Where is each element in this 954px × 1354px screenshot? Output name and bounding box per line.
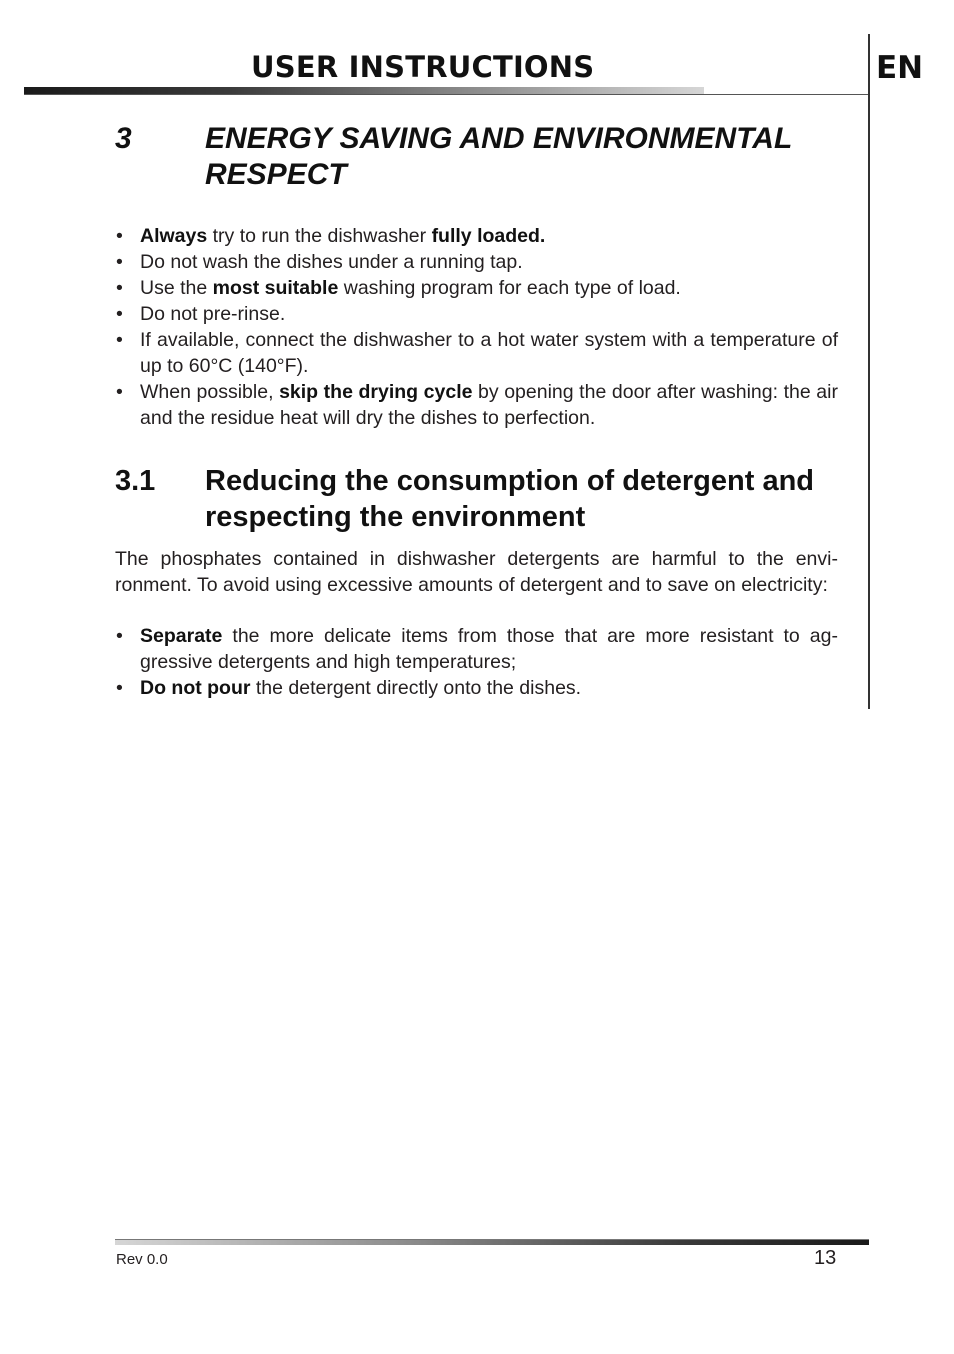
text-run: When possible, <box>140 381 280 403</box>
list-item <box>115 675 838 701</box>
bold-text: Always <box>140 225 208 247</box>
bold-text: fully loaded. <box>431 225 546 247</box>
section-3-1-paragraph: The phosphates contained in dishwasher detergents are harmful to the environment. To avoid using excessive amounts of detergent and to save on electricity: <box>115 548 838 596</box>
list-item <box>115 275 838 301</box>
text-run: Do not pre-rinse. <box>140 303 286 325</box>
text-run: try to run the dishwasher <box>207 225 432 247</box>
list-item <box>115 223 838 249</box>
text-run: the detergent directly onto the dishes. <box>250 677 582 699</box>
bold-text: Do not pour <box>140 677 251 699</box>
section-3-1-title: Reducing the consumption of detergent and respecting the environment <box>205 465 814 533</box>
text-run: by opening the door after washing: the air and the residue heat will dry the dishes to perfection. <box>140 381 838 429</box>
language-code: EN <box>876 50 924 86</box>
section-3-title: ENERGY SAVING AND ENVIRONMENTAL RESPECT <box>205 122 792 191</box>
header-rule <box>24 94 869 95</box>
section-3-number: 3 <box>115 122 132 155</box>
text-run: the more delicate items from those that are more resistant to aggressive detergents and high temperatures; <box>140 625 838 673</box>
list-item <box>115 249 838 275</box>
revision-label: Rev 0.0 <box>116 1251 168 1268</box>
list-item <box>115 623 838 675</box>
list-item <box>115 301 838 327</box>
list-item <box>115 327 838 379</box>
margin-vertical-rule <box>868 34 870 709</box>
footer-rule <box>115 1239 869 1240</box>
text-run: Use the <box>140 277 213 299</box>
text-run: washing program for each type of load. <box>338 277 681 299</box>
list-item <box>115 379 838 431</box>
text-run: If available, connect the dishwasher to a hot water system with a temperature of up to 60°C (140°F). <box>140 329 838 377</box>
page-number: 13 <box>814 1247 837 1269</box>
bold-text: most suitable <box>212 277 339 299</box>
bold-text: skip the drying cycle <box>279 381 473 403</box>
section-3-1-number: 3.1 <box>115 465 156 497</box>
text-run: Do not wash the dishes under a running tap. <box>140 251 523 273</box>
section-3-1-bullet-list <box>115 623 838 701</box>
header-title: USER INSTRUCTIONS <box>251 50 595 84</box>
section-3-bullet-list <box>115 223 838 431</box>
bold-text: Separate <box>140 625 223 647</box>
